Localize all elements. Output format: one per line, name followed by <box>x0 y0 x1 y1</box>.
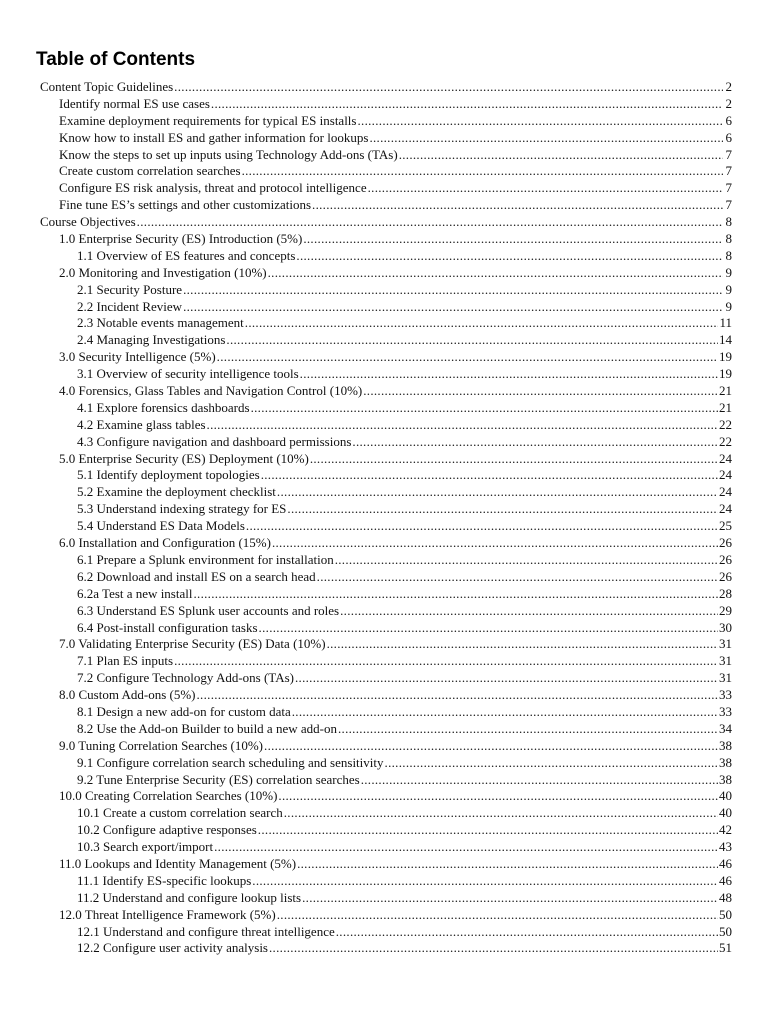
toc-entry[interactable] <box>0 451 768 468</box>
toc-entry-label: 7.0 Validating Enterprise Security (ES) Data (10%) <box>59 636 326 652</box>
toc-entry-label: 1.1 Overview of ES features and concepts <box>77 247 296 263</box>
toc-dot-leader <box>327 636 718 653</box>
toc-entry-page-number: 29 <box>719 602 732 618</box>
toc-dot-leader <box>278 788 718 805</box>
toc-entry-page-number: 19 <box>719 366 732 382</box>
toc-dot-leader <box>259 620 718 637</box>
toc-dot-leader <box>269 940 718 957</box>
toc-entry[interactable] <box>0 147 768 164</box>
toc-entry-page-number: 51 <box>719 940 732 956</box>
toc-entry[interactable] <box>0 755 768 772</box>
toc-entry-label: 12.1 Understand and configure threat intelligence <box>77 923 335 939</box>
toc-entry-label: 5.4 Understand ES Data Models <box>77 518 245 534</box>
toc-dot-leader <box>183 299 723 316</box>
toc-dot-leader <box>295 670 718 687</box>
toc-entry-label: 3.0 Security Intelligence (5%) <box>59 349 216 365</box>
toc-entry-label: 5.0 Enterprise Security (ES) Deployment (10%) <box>59 450 309 466</box>
toc-dot-leader <box>352 434 718 451</box>
toc-dot-leader <box>174 79 723 96</box>
toc-entry-label: 10.1 Create a custom correlation search <box>77 805 283 821</box>
toc-entry-page-number: 9 <box>725 281 732 297</box>
toc-entry-label: 8.2 Use the Add-on Builder to build a new add-on <box>77 720 337 736</box>
toc-entry-label: 4.0 Forensics, Glass Tables and Navigation Control (10%) <box>59 383 363 399</box>
toc-entry-page-number: 38 <box>719 754 732 770</box>
toc-entry-label: 2.4 Managing Investigations <box>77 332 226 348</box>
toc-entry[interactable] <box>0 839 768 856</box>
toc-entry-label: 12.2 Configure user activity analysis <box>77 940 268 956</box>
toc-entry[interactable] <box>0 670 768 687</box>
toc-entry-page-number: 40 <box>719 788 732 804</box>
toc-entry-label: 10.0 Creating Correlation Searches (10%) <box>59 788 278 804</box>
toc-entry-label: 6.0 Installation and Configuration (15%) <box>59 535 271 551</box>
toc-entry-label: 8.1 Design a new add-on for custom data <box>77 703 291 719</box>
toc-entry-label: 5.3 Understand indexing strategy for ES <box>77 501 287 517</box>
toc-dot-leader <box>312 197 723 214</box>
toc-entry[interactable] <box>0 467 768 484</box>
toc-dot-leader <box>302 890 718 907</box>
toc-entry[interactable] <box>0 552 768 569</box>
toc-entry[interactable] <box>0 417 768 434</box>
toc-entry-page-number: 28 <box>719 585 732 601</box>
toc-dot-leader <box>137 214 723 231</box>
toc-entry-label: Fine tune ES’s settings and other customizations <box>59 197 312 213</box>
toc-entry[interactable] <box>0 231 768 248</box>
toc-entry-page-number: 26 <box>719 568 732 584</box>
toc-entry-label: 12.0 Threat Intelligence Framework (5%) <box>59 906 276 922</box>
toc-entry-label: 11.1 Identify ES-specific lookups <box>77 872 252 888</box>
toc-entry[interactable] <box>0 890 768 907</box>
toc-entry-label: Configure ES risk analysis, threat and protocol intelligence <box>59 180 367 196</box>
toc-entry-page-number: 31 <box>719 653 732 669</box>
toc-entry-page-number: 8 <box>725 214 732 230</box>
toc-entry-page-number: 8 <box>725 231 732 247</box>
toc-entry[interactable] <box>0 873 768 890</box>
toc-dot-leader <box>226 332 718 349</box>
toc-entry-page-number: 9 <box>725 264 732 280</box>
toc-entry[interactable] <box>0 366 768 383</box>
toc-entry-page-number: 14 <box>719 332 732 348</box>
toc-dot-leader <box>261 467 718 484</box>
toc-entry-label: 11.2 Understand and configure lookup lists <box>77 889 302 905</box>
toc-entry[interactable] <box>0 856 768 873</box>
toc-entry[interactable] <box>0 603 768 620</box>
toc-dot-leader <box>183 282 723 299</box>
toc-entry-page-number: 43 <box>719 839 732 855</box>
toc-entry-label: 5.2 Examine the deployment checklist <box>77 484 276 500</box>
toc-dot-leader <box>336 924 718 941</box>
toc-entry-page-number: 42 <box>719 822 732 838</box>
toc-dot-leader <box>251 400 718 417</box>
toc-entry[interactable] <box>0 924 768 941</box>
toc-entry-label: 9.1 Configure correlation search scheduling and sensitivity <box>77 754 384 770</box>
toc-entry[interactable] <box>0 687 768 704</box>
toc-entry[interactable] <box>0 940 768 957</box>
toc-dot-leader <box>174 653 718 670</box>
toc-dot-leader <box>246 518 718 535</box>
toc-entry-label: Know how to install ES and gather information for lookups <box>59 129 369 145</box>
toc-dot-leader <box>338 721 718 738</box>
toc-entry-label: Course Objectives <box>40 214 136 230</box>
toc-entry[interactable] <box>0 180 768 197</box>
toc-entry[interactable] <box>0 704 768 721</box>
toc-entry[interactable] <box>0 383 768 400</box>
toc-entry-label: Examine deployment requirements for typical ES installs <box>59 112 357 128</box>
toc-entry[interactable] <box>0 518 768 535</box>
toc-entry[interactable] <box>0 620 768 637</box>
toc-dot-leader <box>357 113 723 130</box>
toc-entry-page-number: 7 <box>725 197 732 213</box>
toc-entry-label: 3.1 Overview of security intelligence tools <box>77 366 299 382</box>
toc-entry-page-number: 6 <box>725 129 732 145</box>
toc-entry-page-number: 24 <box>719 450 732 466</box>
toc-dot-leader <box>272 535 718 552</box>
toc-entry-page-number: 2 <box>725 95 732 111</box>
toc-dot-leader <box>300 366 718 383</box>
toc-entry-page-number: 21 <box>719 383 732 399</box>
toc-entry-page-number: 31 <box>719 670 732 686</box>
toc-dot-leader <box>193 586 718 603</box>
toc-dot-leader <box>252 873 718 890</box>
toc-entry[interactable] <box>0 738 768 755</box>
toc-dot-leader <box>214 839 718 856</box>
toc-entry-page-number: 46 <box>719 872 732 888</box>
toc-entry[interactable] <box>0 282 768 299</box>
toc-entry-label: 9.0 Tuning Correlation Searches (10%) <box>59 737 264 753</box>
toc-entry[interactable] <box>0 265 768 282</box>
toc-entry[interactable] <box>0 130 768 147</box>
toc-entry-label: 10.3 Search export/import <box>77 839 214 855</box>
toc-entry-page-number: 25 <box>719 518 732 534</box>
toc-entry[interactable] <box>0 484 768 501</box>
toc-dot-leader <box>211 96 723 113</box>
toc-entry-label: 4.3 Configure navigation and dashboard permissions <box>77 433 352 449</box>
toc-entry-label: 7.1 Plan ES inputs <box>77 653 174 669</box>
toc-entry[interactable] <box>0 772 768 789</box>
toc-dot-leader <box>297 856 718 873</box>
toc-entry-page-number: 31 <box>719 636 732 652</box>
toc-dot-leader <box>242 163 723 180</box>
toc-entry-label: 2.3 Notable events management <box>77 315 244 331</box>
toc-entry[interactable] <box>0 197 768 214</box>
toc-dot-leader <box>310 451 718 468</box>
toc-entry-label: 6.3 Understand ES Splunk user accounts and roles <box>77 602 340 618</box>
toc-entry-page-number: 34 <box>719 720 732 736</box>
toc-entry[interactable] <box>0 653 768 670</box>
toc-entry-page-number: 26 <box>719 535 732 551</box>
toc-entry-label: Content Topic Guidelines <box>40 79 174 94</box>
toc-dot-leader <box>197 687 719 704</box>
toc-entry-label: 9.2 Tune Enterprise Security (ES) correlation searches <box>77 771 360 787</box>
toc-entry-page-number: 46 <box>719 855 732 871</box>
toc-entry[interactable] <box>0 315 768 332</box>
toc-dot-leader <box>277 484 718 501</box>
toc-entry[interactable] <box>0 586 768 603</box>
toc-dot-leader <box>369 130 723 147</box>
toc-entry-page-number: 2 <box>725 79 732 94</box>
toc-entry[interactable] <box>0 569 768 586</box>
toc-entry-page-number: 38 <box>719 737 732 753</box>
toc-entry-page-number: 7 <box>725 146 732 162</box>
toc-entry-label: 11.0 Lookups and Identity Management (5%) <box>59 855 297 871</box>
toc-entry-label: 10.2 Configure adaptive responses <box>77 822 257 838</box>
page-title: Table of Contents <box>36 49 196 70</box>
toc-entry-label: 2.0 Monitoring and Investigation (10%) <box>59 264 267 280</box>
toc-entry[interactable] <box>0 299 768 316</box>
toc-entry[interactable] <box>0 805 768 822</box>
toc-entry[interactable] <box>0 96 768 113</box>
toc-entry-page-number: 50 <box>719 906 732 922</box>
toc-entry-page-number: 48 <box>719 889 732 905</box>
toc-entry-page-number: 8 <box>725 247 732 263</box>
toc-entry-page-number: 7 <box>725 180 732 196</box>
toc-dot-leader <box>340 603 718 620</box>
toc-entry[interactable] <box>0 113 768 130</box>
toc-entry-page-number: 7 <box>725 163 732 179</box>
toc-dot-leader <box>399 147 723 164</box>
toc-dot-leader <box>385 755 718 772</box>
toc-dot-leader <box>368 180 723 197</box>
toc-dot-leader <box>264 738 718 755</box>
toc-entry-label: Identify normal ES use cases <box>59 95 210 111</box>
toc-entry[interactable] <box>0 163 768 180</box>
toc-entry-label: Know the steps to set up inputs using Technology Add-ons (TAs) <box>59 146 398 162</box>
toc-entry-label: 4.2 Examine glass tables <box>77 416 206 432</box>
toc-entry-label: 6.2a Test a new install <box>77 585 193 601</box>
toc-dot-leader <box>258 822 718 839</box>
toc-entry-label: 6.2 Download and install ES on a search head <box>77 568 316 584</box>
toc-dot-leader <box>245 315 719 332</box>
toc-dot-leader <box>363 383 718 400</box>
toc-dot-leader <box>287 501 718 518</box>
toc-entry[interactable] <box>0 79 768 96</box>
toc-dot-leader <box>335 552 718 569</box>
toc-entry-page-number: 33 <box>719 687 732 703</box>
toc-entry-label: 5.1 Identify deployment topologies <box>77 467 260 483</box>
toc-entry[interactable] <box>0 822 768 839</box>
toc-entry[interactable] <box>0 349 768 366</box>
toc-entry-page-number: 26 <box>719 551 732 567</box>
toc-dot-leader <box>361 772 718 789</box>
toc-dot-leader <box>207 417 718 434</box>
toc-entry[interactable] <box>0 721 768 738</box>
toc-entry-page-number: 6 <box>725 112 732 128</box>
toc-entry-page-number: 40 <box>719 805 732 821</box>
toc-entry-page-number: 21 <box>719 399 732 415</box>
toc-dot-leader <box>284 805 718 822</box>
toc-entry[interactable] <box>0 434 768 451</box>
toc-entry[interactable] <box>0 788 768 805</box>
toc-entry-page-number: 24 <box>719 501 732 517</box>
toc-entry[interactable] <box>0 332 768 349</box>
toc-entry[interactable] <box>0 535 768 552</box>
toc-entry-label: 2.1 Security Posture <box>77 281 183 297</box>
toc-dot-leader <box>303 231 723 248</box>
toc-entry-label: 6.1 Prepare a Splunk environment for installation <box>77 551 334 567</box>
toc-entry-page-number: 30 <box>719 619 732 635</box>
toc-entry-page-number: 24 <box>719 484 732 500</box>
toc-dot-leader <box>217 349 718 366</box>
toc-entry[interactable] <box>0 907 768 924</box>
toc-entry-page-number: 22 <box>719 416 732 432</box>
toc-entry-page-number: 33 <box>719 703 732 719</box>
toc-entry-page-number: 19 <box>719 349 732 365</box>
toc-entry-page-number: 9 <box>725 298 732 314</box>
table-of-contents <box>0 79 768 957</box>
toc-entry[interactable] <box>0 636 768 653</box>
toc-entry-label: 4.1 Explore forensics dashboards <box>77 399 250 415</box>
toc-dot-leader <box>277 907 718 924</box>
toc-entry-label: 2.2 Incident Review <box>77 298 183 314</box>
toc-entry-label: Create custom correlation searches <box>59 163 241 179</box>
toc-entry[interactable] <box>0 248 768 265</box>
toc-entry-page-number: 38 <box>719 771 732 787</box>
toc-entry-page-number: 22 <box>719 433 732 449</box>
toc-entry-label: 8.0 Custom Add-ons (5%) <box>59 687 196 703</box>
toc-entry[interactable] <box>0 400 768 417</box>
toc-dot-leader <box>317 569 718 586</box>
toc-entry[interactable] <box>0 501 768 518</box>
toc-entry-label: 6.4 Post-install configuration tasks <box>77 619 258 635</box>
toc-dot-leader <box>292 704 718 721</box>
toc-entry[interactable] <box>0 214 768 231</box>
toc-entry-page-number: 50 <box>719 923 732 939</box>
toc-dot-leader <box>268 265 723 282</box>
toc-dot-leader <box>296 248 723 265</box>
toc-entry-label: 7.2 Configure Technology Add-ons (TAs) <box>77 670 294 686</box>
toc-entry-page-number: 11 <box>719 315 732 331</box>
toc-entry-label: 1.0 Enterprise Security (ES) Introduction (5%) <box>59 231 303 247</box>
toc-entry-page-number: 24 <box>719 467 732 483</box>
